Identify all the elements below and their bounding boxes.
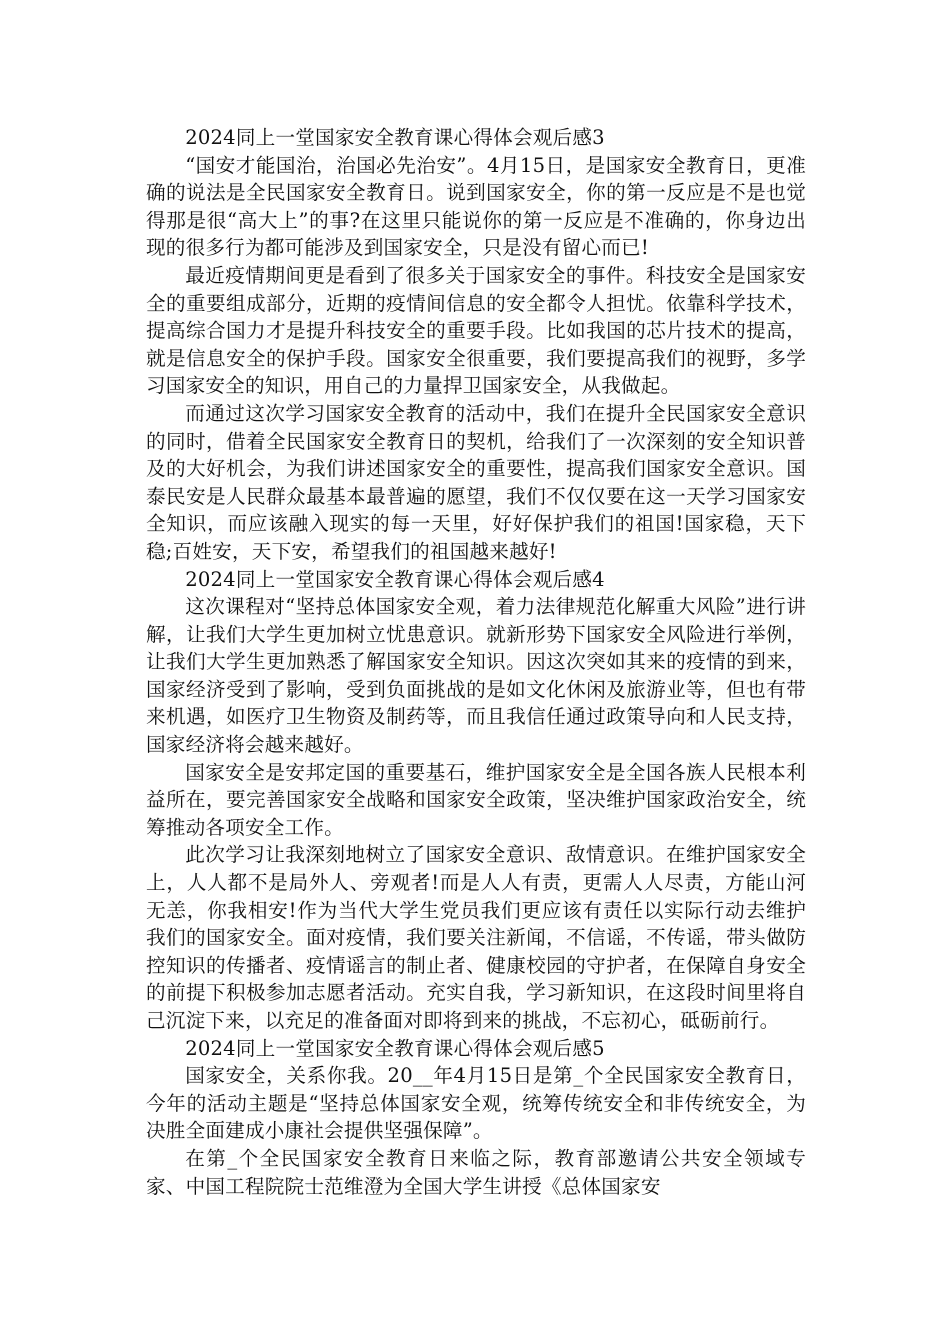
section-heading-5: 2024同上一堂国家安全教育课心得体会观后感5	[185, 1036, 605, 1060]
body-paragraph: 最近疫情期间更是看到了很多关于国家安全的事件。科技安全是国家安全的重要组成部分，近期的疫情间信息的安全都令人担忧。依靠科学技术，提高综合国力才是提升科技安全的重要手段。比如我国的芯片技术的提高，就是信息安全的保护手段。国家安全很重要，我们要提高我们的视野，多学习国家安全的知识，用自己的力量捍卫国家安全，从我做起。	[146, 263, 806, 398]
body-paragraph: 国家安全，关系你我。20__年4月15日是第_个全民国家安全教育日，今年的活动主题是“坚持总体国家安全观，统筹传统安全和非传统安全，为决胜全面建成小康社会提供坚强保障”。	[146, 1064, 806, 1143]
body-paragraph: 此次学习让我深刻地树立了国家安全意识、敌情意识。在维护国家安全上，人人都不是局外人、旁观者!而是人人有责，更需人人尽责，方能山河无恙，你我相安!作为当代大学生党员我们更应该有责任以实际行动去维护我们的国家安全。面对疫情，我们要关注新闻，不信谣，不传谣，带头做防控知识的传播者、疫情谣言的制止者、健康校园的守护者，在保障自身安全的前提下积极参加志愿者活动。充实自我，学习新知识，在这段时间里将自己沉淀下来，以充足的准备面对即将到来的挑战，不忘初心，砥砺前行。	[146, 843, 806, 1032]
body-paragraph: 在第_个全民国家安全教育日来临之际，教育部邀请公共安全领域专家、中国工程院院士范维澄为全国大学生讲授《总体国家安	[146, 1146, 806, 1198]
body-paragraph: 这次课程对“坚持总体国家安全观，着力法律规范化解重大风险”进行讲解，让我们大学生更加树立忧患意识。就新形势下国家安全风险进行举例，让我们大学生更加熟悉了解国家安全知识。因这次突如其来的疫情的到来，国家经济受到了影响，受到负面挑战的是如文化休闲及旅游业等，但也有带来机遇，如医疗卫生物资及制药等，而且我信任通过政策导向和人民支持，国家经济将会越来越好。	[146, 595, 806, 757]
section-heading-4: 2024同上一堂国家安全教育课心得体会观后感4	[185, 567, 605, 591]
document-page	[146, 124, 806, 1200]
body-paragraph: 国家安全是安邦定国的重要基石，维护国家安全是全国各族人民根本利益所在，要完善国家安全战略和国家安全政策，坚决维护国家政治安全，统筹推动各项安全工作。	[146, 760, 806, 839]
body-paragraph: 而通过这次学习国家安全教育的活动中，我们在提升全民国家安全意识的同时，借着全民国家安全教育日的契机，给我们了一次深刻的安全知识普及的大好机会，为我们讲述国家安全的重要性，提高我们国家安全意识。国泰民安是人民群众最基本最普遍的愿望，我们不仅仅要在这一天学习国家安全知识，而应该融入现实的每一天里，好好保护我们的祖国!国家稳，天下稳;百姓安，天下安，希望我们的祖国越来越好!	[146, 401, 806, 563]
section-heading-3: 2024同上一堂国家安全教育课心得体会观后感3	[185, 126, 605, 149]
body-paragraph: “国安才能国治，治国必先治安”。4月15日，是国家安全教育日，更准确的说法是全民国家安全教育日。说到国家安全，你的第一反应是不是也觉得那是很“高大上”的事?在这里只能说你的第一反应是不准确的，你身边出现的很多行为都可能涉及到国家安全，只是没有留心而已!	[146, 153, 806, 260]
